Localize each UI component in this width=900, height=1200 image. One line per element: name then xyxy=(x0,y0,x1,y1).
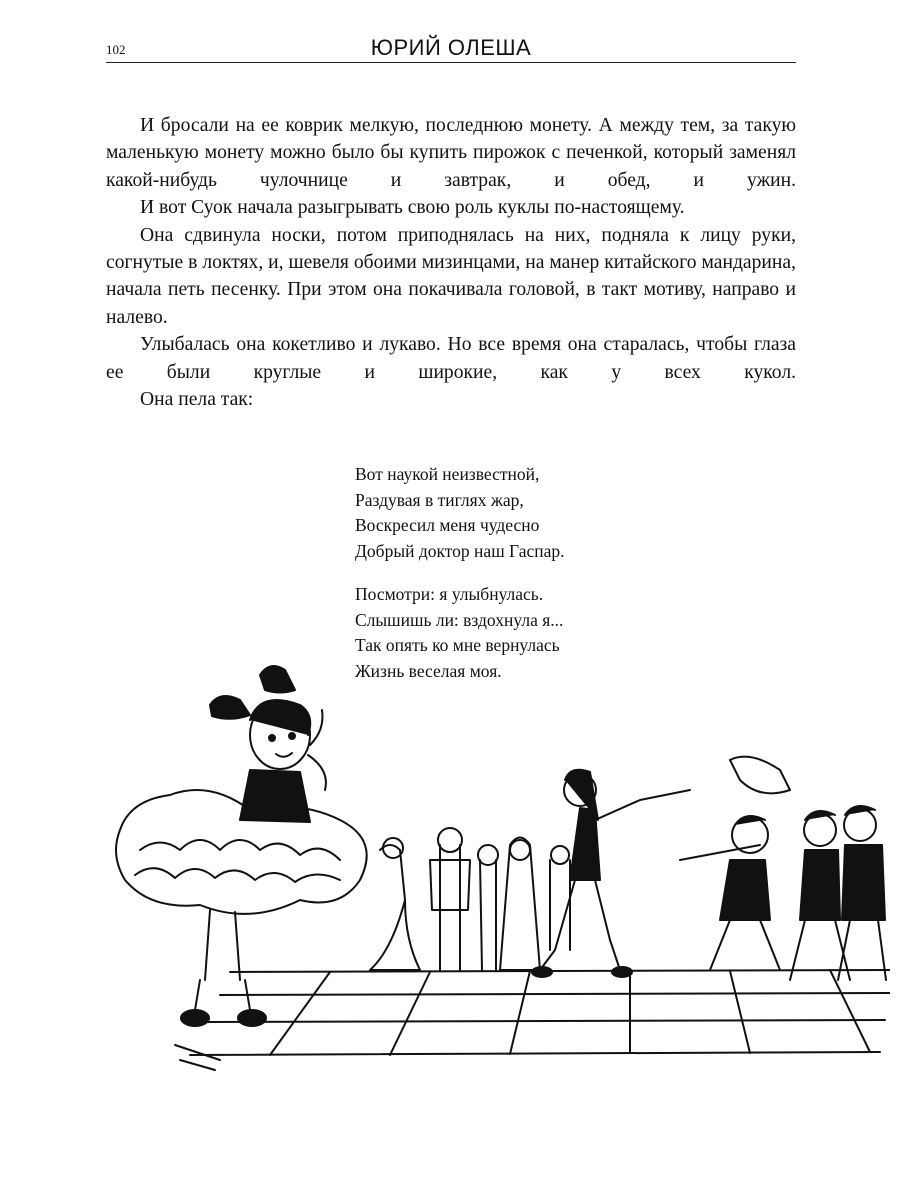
tiled-floor xyxy=(190,970,890,1055)
girl-doll-figure xyxy=(116,666,367,1070)
ink-illustration xyxy=(100,650,890,1120)
paragraph-3: Она сдвинула носки, потом приподнялась на них, подняла к лицу руки, согнутые в локтях, и, шевеля обоими мизинцами, на манер китайского мандарина, начала петь песенку. При этом она покачивала головой, в такт мотиву, направо и налево. xyxy=(106,224,796,328)
poem-line: Воскресил меня чудесно xyxy=(355,515,540,535)
page-header xyxy=(106,34,796,63)
conductor-figure xyxy=(532,770,690,977)
poem-stanza-1 xyxy=(355,462,565,564)
poem-line: Раздувая в тиглях жар, xyxy=(355,489,524,510)
paragraph-5: Она пела так: xyxy=(140,389,254,411)
poem-line: Вот наукой неизвестной, xyxy=(355,464,540,484)
background-dolls xyxy=(370,828,570,970)
paragraph-2: И вот Суок начала разыгрывать свою роль куклы по-настоящему. xyxy=(140,197,685,219)
poem-line: Жизнь веселая моя. xyxy=(355,660,502,681)
poem-line: Добрый доктор наш Гаспар. xyxy=(355,540,565,561)
body-text xyxy=(106,112,796,413)
paragraph-1: И бросали на ее коврик мелкую, последнюю монету. А между тем, за такую маленькую монету можно было бы купить пирожок с печенкой, который заменял какой-нибудь чулочнице и завтрак, и обед, и ужин. xyxy=(106,115,796,191)
page-number: 102 xyxy=(106,42,126,57)
poem-line: Посмотри: я улыбнулась. xyxy=(355,584,544,604)
poem-line: Слышишь ли: вздохнула я... xyxy=(355,609,564,630)
running-title: ЮРИЙ ОЛЕША xyxy=(370,35,532,60)
musicians-group xyxy=(680,757,886,980)
paragraph-4: Улыбалась она кокетливо и лукаво. Но все время она старалась, чтобы глаза ее были круглые и широкие, как у всех кукол. xyxy=(106,334,796,383)
poem-line: Так опять ко мне вернулась xyxy=(355,635,560,655)
